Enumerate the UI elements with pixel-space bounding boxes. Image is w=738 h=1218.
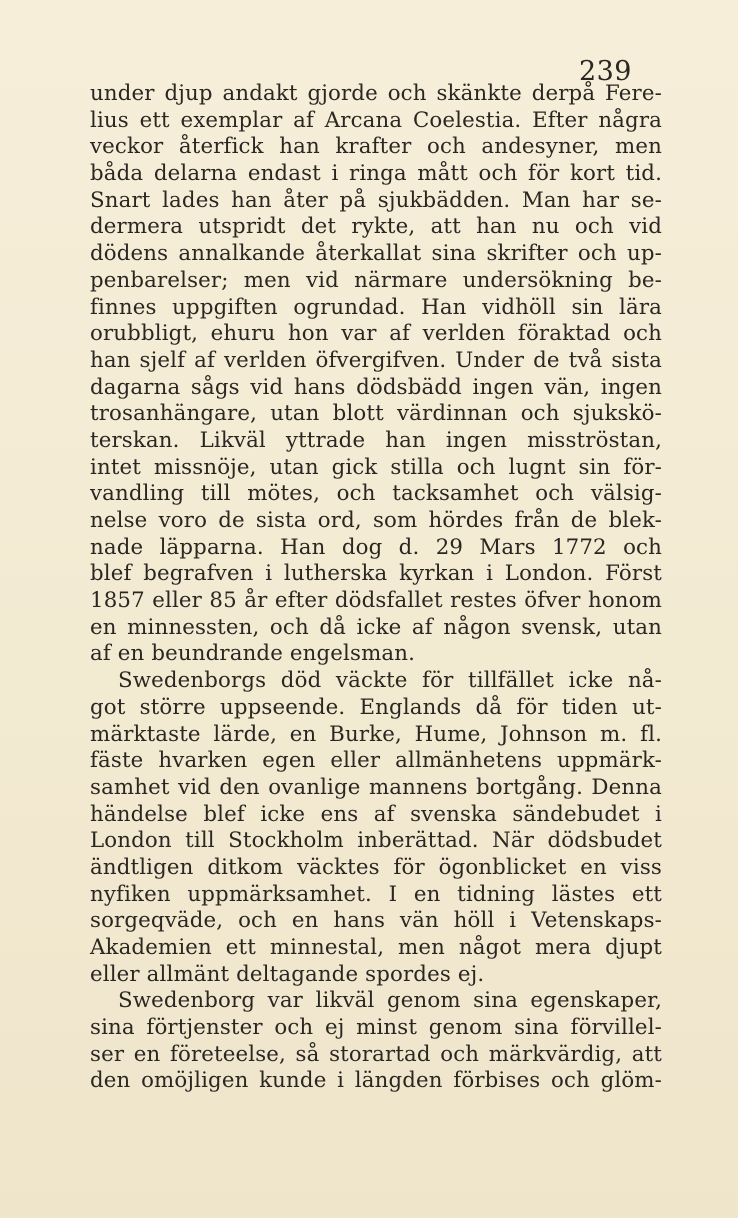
text-line: sorgeqväde, och en hans vän höll i Vetenskaps-	[90, 908, 662, 934]
text-line: under djup andakt gjorde och skänkte derpå Fere-	[90, 81, 662, 106]
text-line: 1857 eller 85 år efter dödsfallet restes öfver honom	[90, 588, 662, 614]
text-line: finnes uppgiften ogrundad. Han vidhöll sin lära	[90, 294, 662, 320]
text-line: af en beundrande engelsman.	[90, 641, 416, 667]
text-line: nyfiken uppmärksamhet. I en tidning lästes ett	[90, 881, 662, 907]
text-line: dermera utspridt det rykte, att han nu och vid	[90, 214, 662, 240]
text-line: båda delarna endast i ringa mått och för kort tid.	[90, 161, 662, 187]
text-line: ändtligen ditkom väcktes för ögonblicket en viss	[90, 854, 662, 880]
text-line: got större uppseende. Englands då för tiden ut-	[90, 694, 662, 720]
text-line: en minnessten, och då icke af någon svensk, utan	[90, 614, 662, 640]
text-line: intet missnöje, utan gick stilla och lugnt sin för-	[90, 454, 662, 480]
body-text	[90, 81, 662, 1095]
paragraph	[90, 81, 662, 668]
text-line: Swedenborgs död väckte för tillfället icke nå-	[118, 668, 662, 694]
text-line: orubbligt, ehuru hon var af verlden föraktad och	[90, 321, 662, 347]
text-line: blef begrafven i lutherska kyrkan i London. Först	[90, 561, 662, 587]
paragraph	[90, 668, 662, 988]
text-line: eller allmänt deltagande spordes ej.	[90, 961, 485, 987]
page-number: 239	[578, 56, 632, 87]
text-line: dödens annalkande återkallat sina skrifter och up-	[90, 241, 662, 267]
text-line: nelse voro de sista ord, som hördes från de blek-	[90, 508, 662, 533]
text-line: han sjelf af verlden öfvergifven. Under de två sista	[90, 347, 662, 373]
text-line: trosanhängare, utan blott värdinnan och sjukskö-	[90, 401, 662, 427]
paragraph	[90, 988, 662, 1095]
text-line: fäste hvarken egen eller allmänhetens uppmärk-	[90, 748, 662, 774]
text-line: den omöjligen kunde i längden förbises och glöm-	[90, 1068, 662, 1094]
text-line: London till Stockholm inberättad. När dödsbudet	[90, 828, 662, 854]
text-line: ser en företeelse, så storartad och märkvärdig, att	[90, 1041, 662, 1067]
text-line: terskan. Likväl yttrade han ingen misströstan,	[90, 427, 662, 453]
text-line: märktaste lärde, en Burke, Hume, Johnson m. fl.	[90, 721, 662, 747]
text-line: dagarna sågs vid hans dödsbädd ingen vän, ingen	[90, 374, 662, 400]
text-line: samhet vid den ovanlige mannens bortgång. Denna	[90, 774, 662, 800]
text-line: Akademien ett minnestal, men något mera djupt	[90, 935, 662, 960]
text-line: händelse blef icke ens af svenska sändebudet i	[90, 801, 662, 827]
text-line: lius ett exemplar af Arcana Coelestia. Efter några	[90, 107, 662, 133]
text-line: nade läpparna. Han dog d. 29 Mars 1772 och	[90, 534, 662, 560]
text-line: Swedenborg var likväl genom sina egenskaper,	[118, 988, 662, 1014]
text-line: sina förtjenster och ej minst genom sina förvillel-	[90, 1015, 662, 1041]
text-line: vandling till mötes, och tacksamhet och välsig-	[90, 481, 662, 507]
text-line: penbarelser; men vid närmare undersökning be-	[90, 267, 662, 293]
text-line: veckor återfick han krafter och andesyner, men	[90, 134, 662, 160]
text-line: Snart lades han åter på sjukbädden. Man har se-	[90, 187, 662, 213]
